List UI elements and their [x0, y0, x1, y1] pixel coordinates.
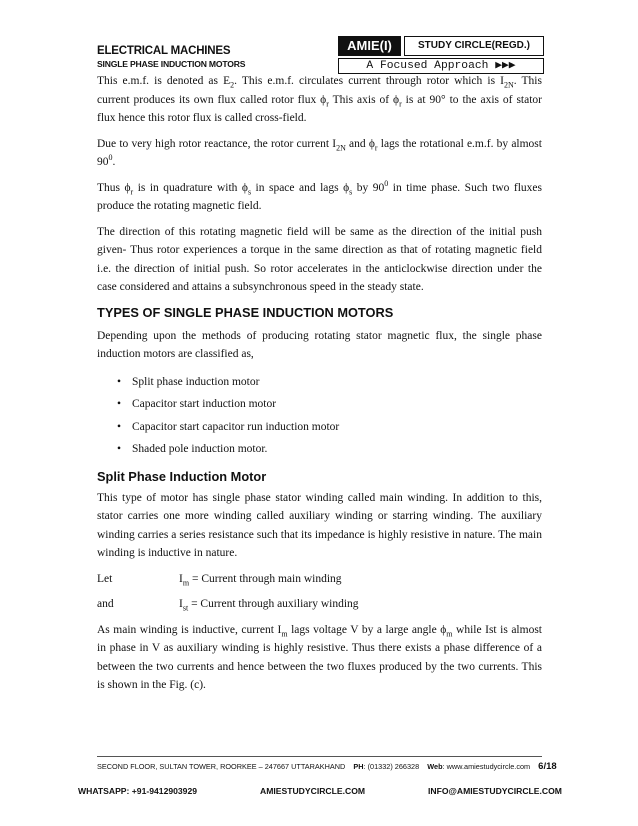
phone-label: PH [353, 762, 364, 771]
definition-row [97, 595, 542, 614]
paragraph: Due to very high rotor reactance, the rotor current $I_{2N}$ and $\phi_r$ lags the rotational e.m.f. by almost $90^0$. [97, 137, 542, 168]
bullet-icon: • [117, 420, 122, 433]
footer-address: SECOND FLOOR, SULTAN TOWER, ROORKEE – 247667 UTTARAKHAND [97, 762, 346, 771]
list-item: • Split phase induction motor [132, 371, 542, 394]
paragraph: The direction of this rotating magnetic field will be same as the direction of the initial push given- Thus rotor experiences a torque in the same direction as that of rotating magnetic field i.e. the direction of initial push. So rotor accelerates in the anticlockwise direction under the case considered and attains a subsynchronous speed in the steady state. [97, 225, 542, 293]
tagline-box: A Focused Approach ▶▶▶ [338, 58, 544, 74]
whatsapp-contact[interactable]: WHATSAPP: +91-9412903929 [78, 786, 198, 796]
definition-value: $I_{st}$ = Current through auxiliary winding [179, 598, 359, 613]
list-item: • Capacitor start induction motor [132, 393, 542, 416]
brand-badge: AMIE(I) [338, 36, 401, 56]
definition-value: $I_m$ = Current through main winding [179, 572, 342, 587]
definition-row [97, 570, 542, 589]
email-link[interactable]: INFO@AMIESTUDYCIRCLE.COM [428, 786, 562, 796]
subsection-heading: Split Phase Induction Motor [97, 468, 267, 484]
paragraph: This type of motor has single phase stator winding called main winding. In addition to this, stator carries one more winding called auxiliary winding or starring winding. The auxiliary winding carries a series resistance such that its impedance is highly resistive in nature. The main winding is inductive in nature. [97, 491, 542, 559]
definition-key: Let [97, 572, 113, 585]
list-item: • Shaded pole induction motor. [132, 438, 542, 461]
paragraph: This e.m.f. is denoted as $E_2$. This e.m.f. circulates current through rotor which is $I_{2N}$. This current produces its own flux called rotor flux $\phi_r$ This axis of $\phi_r$ is at 90° to the axis of stator flux hence this rotor flux is called cross-field. [97, 75, 543, 124]
study-circle-badge: STUDY CIRCLE(REGD.) [404, 36, 544, 56]
footer-divider [97, 756, 542, 757]
paragraph: Depending upon the methods of producing rotating stator magnetic flux, the single phase induction motors are classified as, [97, 329, 542, 360]
list-item: • Capacitor start capacitor run induction motor [132, 416, 542, 439]
web-label: Web [427, 762, 443, 771]
subject-title: ELECTRICAL MACHINES [97, 45, 231, 57]
page-number: 6/18 [538, 761, 557, 772]
site-link[interactable]: AMIESTUDYCIRCLE.COM [260, 786, 366, 796]
motor-types-list [97, 371, 542, 461]
document-header [97, 45, 245, 70]
section-heading: TYPES OF SINGLE PHASE INDUCTION MOTORS [97, 304, 394, 320]
bullet-icon: • [117, 443, 122, 455]
paragraph: Thus $\phi_r$ is in quadrature with $\phi_s$ in space and lags $\phi_s$ by $90^0$ in time phase. Such two fluxes produce the rotating magnetic field. [97, 178, 543, 212]
phone-value: : (01332) 266328 [363, 762, 420, 771]
web-value[interactable]: : www.amiestudycircle.com [442, 762, 531, 771]
page-content [97, 72, 542, 702]
chapter-title: SINGLE PHASE INDUCTION MOTORS [97, 59, 246, 69]
footer [97, 761, 557, 773]
definition-key: and [97, 598, 114, 610]
paragraph: As main winding is inductive, current $I_m$ lags voltage V by a large angle $\phi_m$ while Ist is almost in phase in V as auxiliary winding is highly resistive. Thus there exists a phase difference of a between the two currents and hence between the two fluxes produced by the two currents. This is shown in the Fig. (c). [97, 623, 542, 691]
bullet-icon: • [117, 398, 122, 410]
bullet-icon: • [117, 375, 122, 388]
